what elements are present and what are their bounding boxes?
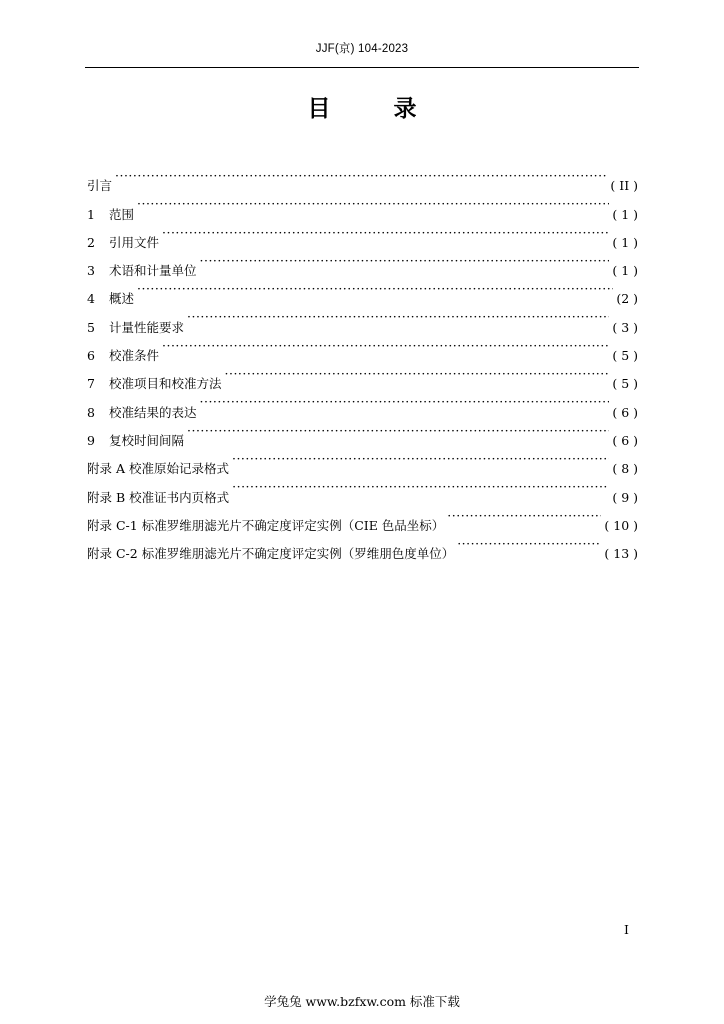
header-divider [85, 67, 639, 68]
toc-entry-number: 3 [87, 263, 95, 279]
toc-entry-label: 附录 A 校准原始记录格式 [87, 461, 229, 477]
toc-entry-page: ( 1 ) [612, 234, 638, 250]
toc-entry-page: ( 5 ) [612, 348, 638, 364]
toc-entry-label: 附录 C-1 标准罗维朋滤光片不确定度评定实例（CIE 色品坐标） [87, 517, 445, 533]
toc-entry-page: ( 5 ) [612, 376, 638, 392]
toc-entry-label: 附录 B 校准证书内页格式 [87, 489, 230, 505]
toc-entry-page: (2 ) [616, 291, 638, 307]
page-number: I [624, 922, 629, 937]
toc-entry-label: 计量性能要求 [109, 319, 185, 335]
dot-leader [200, 388, 610, 416]
toc-entry-label: 复校时间间隔 [109, 432, 185, 448]
toc-entry-number: 7 [87, 376, 95, 392]
toc-entry-page: ( 9 ) [612, 489, 638, 505]
toc-entry-2[interactable] [87, 219, 638, 250]
toc-entry-page: ( 10 ) [604, 517, 638, 533]
dot-leader [232, 473, 609, 501]
dot-leader [200, 247, 610, 275]
dot-leader [187, 417, 609, 445]
dot-leader [447, 502, 601, 530]
toc-entry-number: 4 [87, 291, 95, 307]
toc-entry-7[interactable] [87, 360, 638, 392]
table-of-contents [87, 162, 638, 562]
dot-leader [162, 219, 609, 247]
dot-leader [137, 190, 609, 218]
toc-entry-page: ( 8 ) [612, 461, 638, 477]
toc-entry-page: ( 13 ) [604, 546, 638, 562]
toc-entry-label: 附录 C-2 标准罗维朋滤光片不确定度评定实例（罗维朋色度单位） [87, 546, 455, 562]
dot-leader [232, 445, 609, 473]
toc-entry-number: 1 [87, 206, 95, 222]
toc-entry-page: ( II ) [610, 178, 638, 194]
footer-watermark: 学兔兔 www.bzfxw.com 标准下载 [264, 994, 460, 1009]
toc-entry-introduction[interactable] [87, 162, 638, 194]
toc-entry-label: 校准结果的表达 [109, 404, 197, 420]
toc-entry-page: ( 1 ) [612, 263, 638, 279]
toc-entry-6[interactable] [87, 332, 638, 364]
toc-entry-number: 9 [87, 432, 95, 448]
toc-entry-page: ( 6 ) [612, 404, 638, 420]
toc-entry-number: 2 [87, 234, 95, 250]
toc-entry-label: 校准条件 [109, 348, 160, 364]
toc-entry-label: 引言 [87, 178, 113, 194]
dot-leader [187, 303, 609, 331]
toc-entry-page: ( 3 ) [612, 319, 638, 335]
dot-leader [162, 332, 609, 360]
toc-entry-page: ( 6 ) [612, 432, 638, 448]
toc-entry-label: 校准项目和校准方法 [109, 376, 222, 392]
page-title: 目 录 [307, 96, 437, 122]
toc-entry-4[interactable] [87, 275, 638, 307]
toc-entry-5[interactable] [87, 303, 638, 335]
document-code-header: JJF(京) 104-2023 [315, 43, 409, 55]
toc-entry-number: 5 [87, 319, 95, 335]
dot-leader [137, 275, 613, 303]
toc-entry-label: 引用文件 [109, 234, 160, 250]
dot-leader [115, 162, 607, 190]
toc-entry-number: 6 [87, 348, 95, 364]
toc-entry-number: 8 [87, 404, 95, 420]
toc-entry-1[interactable] [87, 190, 638, 222]
dot-leader [457, 530, 601, 558]
toc-entry-label: 范围 [109, 206, 135, 222]
toc-entry-label: 概述 [109, 291, 135, 307]
toc-entry-3[interactable] [87, 247, 638, 279]
dot-leader [225, 360, 610, 388]
toc-entry-page: ( 1 ) [612, 206, 638, 222]
toc-entry-label: 术语和计量单位 [109, 263, 197, 279]
